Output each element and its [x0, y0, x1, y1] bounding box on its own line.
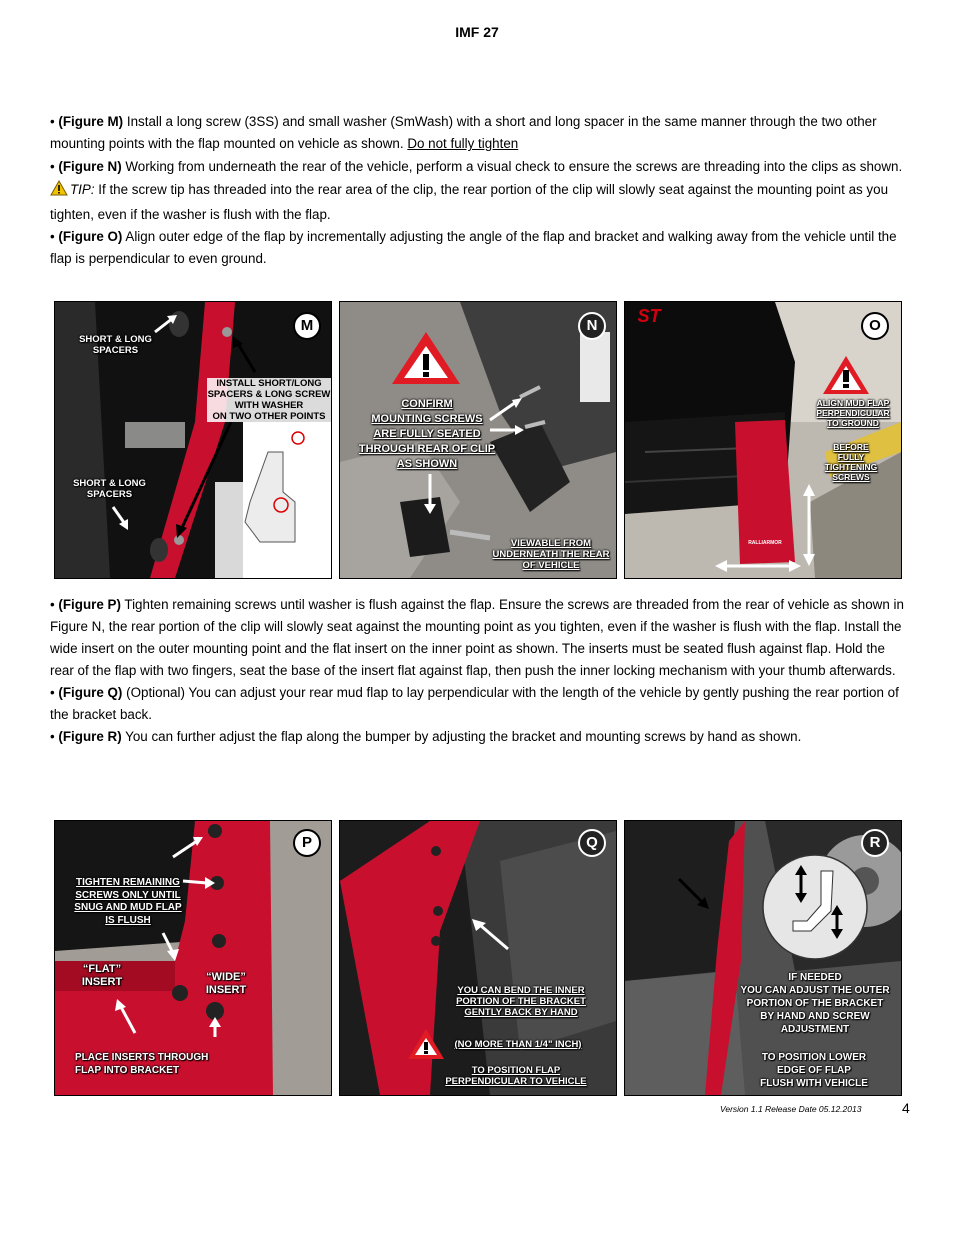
callout-wide-insert: “WIDE” INSERT — [205, 971, 247, 996]
callout-before-fully-tightening: BEFORE FULLY TIGHTENING SCREWS — [824, 442, 878, 482]
figure-p — [54, 820, 332, 1096]
figure-label-n: N — [578, 312, 606, 340]
callout-short-long-spacers-top: SHORT & LONG SPACERS — [79, 334, 152, 356]
st-logo: ST — [637, 306, 661, 326]
figure-label-q: Q — [578, 829, 606, 857]
callout-bend-inner-bracket: YOU CAN BEND THE INNER PORTION OF THE BRACKET GENTLY BACK BY HAND — [456, 985, 586, 1018]
figure-o — [624, 301, 902, 579]
instruction-figure-q: • (Figure Q) (Optional) You can adjust your rear mud flap to lay perpendicular with the length of the vehicle by gently pushing the rear portion of the bracket back. — [50, 685, 899, 722]
callout-confirm-mounting-screws: CONFIRM MOUNTING SCREWS ARE FULLY SEATED THROUGH REAR OF CLIP AS SHOWN — [358, 398, 496, 470]
flap-brand-logo: RALLIARMOR — [748, 540, 782, 546]
warning-icon — [50, 180, 68, 203]
instruction-figure-n: • (Figure N) Working from underneath the rear of the vehicle, perform a visual check to ensure the screws are threading into the clips as shown. TIP: If the screw tip has threaded into the rear area of the clip, the rear portion of the clip will slowly seat against the mounting point as you tighten, even if the washer is flush with the flap. — [50, 159, 903, 222]
callout-viewable-from-underneath: VIEWABLE FROM UNDERNEATH THE REAR OF VEHICLE — [492, 538, 610, 571]
callout-place-inserts: PLACE INSERTS THROUGH FLAP INTO BRACKET — [75, 1052, 209, 1076]
callout-align-mud-flap: ALIGN MUD FLAP PERPENDICULAR TO GROUND — [816, 398, 890, 428]
instructions-p-q-r — [50, 594, 910, 748]
instructions-m-n-o — [50, 111, 910, 270]
figure-label-m: M — [293, 312, 321, 340]
document-title: IMF 27 — [455, 24, 499, 40]
version-footer: Version 1.1 Release Date 05.12.2013 — [720, 1104, 862, 1114]
instruction-figure-p: • (Figure P) Tighten remaining screws until washer is flush against the flap. Ensure the screws are threaded from the rear of vehicle as shown in Figure N, the rear portion of the clip will slowly seat against the mounting point as you tighten, even if the washer is flush with the flap. Install the wide insert on the outer mounting point and the flat insert on the inner point as shown. The inserts must be seated flush against flap. Hold the rear of the flap with two fingers, seat the base of the insert flat against flap, then push the inner locking mechanism with your thumb afterwards. — [50, 597, 904, 678]
figure-label-o: O — [861, 312, 889, 340]
figure-r — [624, 820, 902, 1096]
figure-label-r: R — [861, 829, 889, 857]
figure-n — [339, 301, 617, 579]
callout-no-more-than: (NO MORE THAN 1/4" INCH) — [454, 1039, 582, 1050]
callout-position-flap-perpendicular: TO POSITION FLAP PERPENDICULAR TO VEHICLE — [445, 1065, 587, 1087]
callout-flat-insert: “FLAT” INSERT — [81, 963, 123, 988]
callout-adjust-outer-bracket: IF NEEDED YOU CAN ADJUST THE OUTER PORTION OF THE BRACKET BY HAND AND SCREW ADJUSTMENT — [740, 972, 890, 1035]
callout-position-lower-edge: TO POSITION LOWER EDGE OF FLAP FLUSH WITH VEHICLE — [760, 1052, 868, 1089]
instruction-figure-m: • (Figure M) Install a long screw (3SS) and small washer (SmWash) with a short and long spacer in the same manner through the two other mounting points with the flap mounted on vehicle as shown. Do not fully tighten — [50, 114, 877, 151]
figure-label-p: P — [293, 829, 321, 857]
instruction-figure-o: • (Figure O) Align outer edge of the flap by incrementally adjusting the angle of the flap and bracket and walking away from the vehicle until the flap is perpendicular to even ground. — [50, 229, 897, 266]
page-number: 4 — [902, 1100, 910, 1116]
instruction-figure-r: • (Figure R) You can further adjust the flap along the bumper by adjusting the bracket and mounting screws by hand as shown. — [50, 729, 802, 744]
callout-short-long-spacers-bottom: SHORT & LONG SPACERS — [73, 478, 146, 500]
figure-m — [54, 301, 332, 579]
callout-tighten-remaining-screws: TIGHTEN REMAINING SCREWS ONLY UNTIL SNUG AND MUD FLAP IS FLUSH — [74, 877, 182, 926]
figure-q — [339, 820, 617, 1096]
callout-install-spacers: INSTALL SHORT/LONG SPACERS & LONG SCREW WITH WASHER ON TWO OTHER POINTS — [207, 378, 331, 422]
